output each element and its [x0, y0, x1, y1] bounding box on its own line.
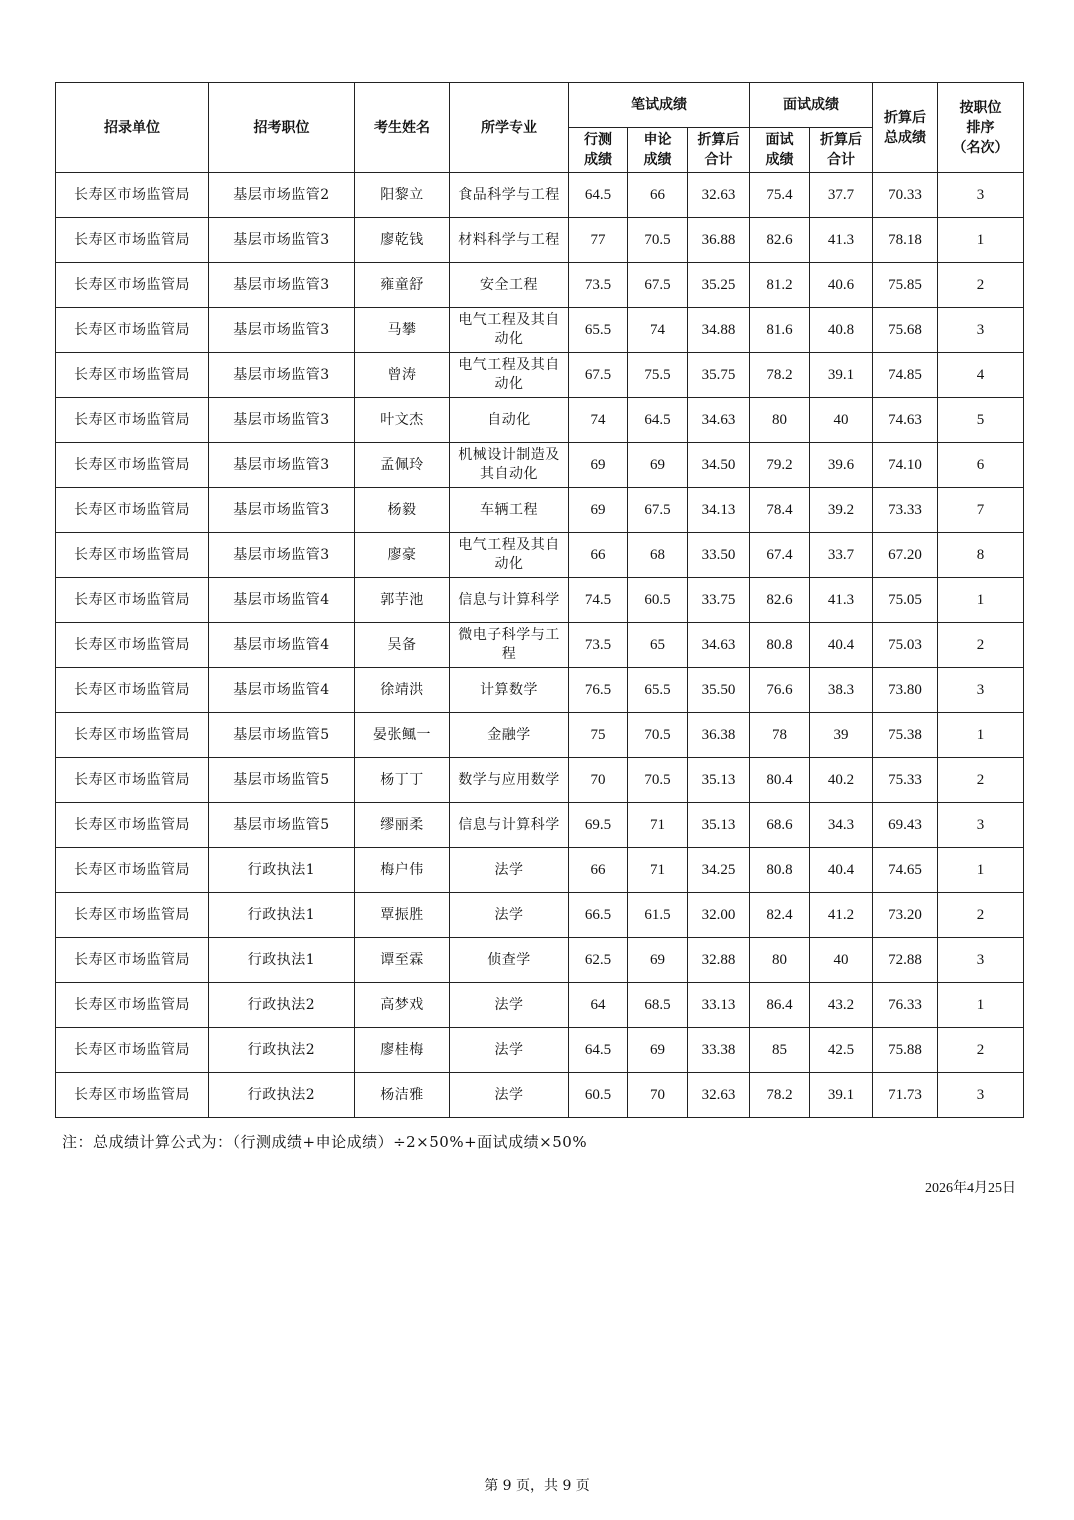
cell-written-xc: 64.5 [569, 173, 628, 218]
cell-written-xc: 69.5 [569, 803, 628, 848]
cell-interview-score: 79.2 [750, 443, 810, 488]
cell-name: 高梦戏 [355, 983, 450, 1028]
cell-name: 徐靖洪 [355, 668, 450, 713]
table-row [56, 1073, 1024, 1118]
cell-position: 基层市场监管3 [209, 443, 355, 488]
cell-written-sl: 71 [628, 803, 688, 848]
cell-interview-conv: 40.4 [810, 623, 873, 668]
header-interview-conv: 折算后 合计 [810, 128, 873, 173]
header-row-1 [56, 83, 1024, 128]
cell-written-xc: 65.5 [569, 308, 628, 353]
cell-major: 法学 [450, 848, 569, 893]
cell-written-total: 34.63 [688, 623, 750, 668]
table-row [56, 218, 1024, 263]
header-written-sl: 申论 成绩 [628, 128, 688, 173]
cell-name: 孟佩玲 [355, 443, 450, 488]
cell-name: 廖乾钱 [355, 218, 450, 263]
table-row [56, 938, 1024, 983]
cell-name: 梅户伟 [355, 848, 450, 893]
formula-note: 注：总成绩计算公式为：（行测成绩+申论成绩）÷2×50%+面试成绩×50% [62, 1133, 588, 1151]
cell-major: 侦查学 [450, 938, 569, 983]
table-row [56, 398, 1024, 443]
cell-unit: 长寿区市场监管局 [56, 398, 209, 443]
cell-total: 75.88 [873, 1028, 938, 1073]
header-total: 折算后 总成绩 [873, 83, 938, 173]
cell-name: 晏张鲺一 [355, 713, 450, 758]
cell-rank: 2 [938, 623, 1024, 668]
cell-position: 基层市场监管4 [209, 668, 355, 713]
cell-total: 75.38 [873, 713, 938, 758]
cell-written-sl: 68.5 [628, 983, 688, 1028]
cell-written-sl: 70.5 [628, 713, 688, 758]
cell-position: 基层市场监管3 [209, 263, 355, 308]
cell-rank: 3 [938, 1073, 1024, 1118]
cell-interview-conv: 39.6 [810, 443, 873, 488]
cell-total: 74.63 [873, 398, 938, 443]
cell-written-sl: 61.5 [628, 893, 688, 938]
cell-position: 基层市场监管5 [209, 803, 355, 848]
cell-unit: 长寿区市场监管局 [56, 353, 209, 398]
cell-name: 谭至霖 [355, 938, 450, 983]
cell-total: 71.73 [873, 1073, 938, 1118]
cell-name: 马攀 [355, 308, 450, 353]
cell-position: 行政执法1 [209, 848, 355, 893]
cell-written-xc: 66 [569, 848, 628, 893]
cell-rank: 3 [938, 308, 1024, 353]
cell-position: 基层市场监管3 [209, 218, 355, 263]
table-row [56, 1028, 1024, 1073]
header-position: 招考职位 [209, 83, 355, 173]
cell-major: 电气工程及其自动化 [450, 308, 569, 353]
cell-interview-conv: 39.1 [810, 353, 873, 398]
cell-written-xc: 74.5 [569, 578, 628, 623]
cell-major: 材料科学与工程 [450, 218, 569, 263]
cell-total: 72.88 [873, 938, 938, 983]
cell-interview-conv: 41.3 [810, 578, 873, 623]
cell-position: 行政执法2 [209, 1028, 355, 1073]
cell-name: 吴备 [355, 623, 450, 668]
table-row [56, 893, 1024, 938]
cell-unit: 长寿区市场监管局 [56, 308, 209, 353]
cell-name: 阳黎立 [355, 173, 450, 218]
cell-interview-score: 82.6 [750, 218, 810, 263]
cell-position: 行政执法1 [209, 938, 355, 983]
cell-unit: 长寿区市场监管局 [56, 938, 209, 983]
cell-written-total: 34.13 [688, 488, 750, 533]
table-row [56, 668, 1024, 713]
cell-interview-score: 78.4 [750, 488, 810, 533]
cell-written-total: 35.13 [688, 758, 750, 803]
cell-total: 78.18 [873, 218, 938, 263]
cell-position: 基层市场监管3 [209, 353, 355, 398]
table-row [56, 443, 1024, 488]
cell-major: 安全工程 [450, 263, 569, 308]
cell-interview-score: 85 [750, 1028, 810, 1073]
header-written-xc: 行测 成绩 [569, 128, 628, 173]
cell-rank: 5 [938, 398, 1024, 443]
cell-name: 廖桂梅 [355, 1028, 450, 1073]
cell-written-sl: 75.5 [628, 353, 688, 398]
cell-major: 法学 [450, 1073, 569, 1118]
cell-interview-score: 80.8 [750, 848, 810, 893]
cell-interview-conv: 34.3 [810, 803, 873, 848]
cell-interview-score: 80 [750, 938, 810, 983]
cell-written-xc: 73.5 [569, 263, 628, 308]
cell-rank: 3 [938, 173, 1024, 218]
cell-rank: 3 [938, 803, 1024, 848]
cell-rank: 2 [938, 263, 1024, 308]
cell-rank: 2 [938, 893, 1024, 938]
cell-written-total: 35.25 [688, 263, 750, 308]
cell-written-xc: 77 [569, 218, 628, 263]
cell-interview-conv: 33.7 [810, 533, 873, 578]
cell-written-total: 34.63 [688, 398, 750, 443]
cell-written-sl: 67.5 [628, 263, 688, 308]
cell-unit: 长寿区市场监管局 [56, 758, 209, 803]
cell-interview-conv: 37.7 [810, 173, 873, 218]
cell-rank: 3 [938, 938, 1024, 983]
cell-interview-conv: 43.2 [810, 983, 873, 1028]
table-row [56, 803, 1024, 848]
cell-rank: 2 [938, 758, 1024, 803]
cell-unit: 长寿区市场监管局 [56, 668, 209, 713]
cell-interview-score: 80.4 [750, 758, 810, 803]
cell-written-xc: 69 [569, 488, 628, 533]
cell-interview-conv: 40 [810, 938, 873, 983]
header-major: 所学专业 [450, 83, 569, 173]
cell-unit: 长寿区市场监管局 [56, 848, 209, 893]
cell-interview-score: 78.2 [750, 353, 810, 398]
cell-name: 曾涛 [355, 353, 450, 398]
header-name: 考生姓名 [355, 83, 450, 173]
cell-major: 电气工程及其自动化 [450, 533, 569, 578]
cell-written-sl: 69 [628, 1028, 688, 1073]
cell-interview-conv: 42.5 [810, 1028, 873, 1073]
cell-major: 自动化 [450, 398, 569, 443]
header-written-total: 折算后 合计 [688, 128, 750, 173]
cell-unit: 长寿区市场监管局 [56, 443, 209, 488]
cell-written-total: 35.75 [688, 353, 750, 398]
cell-major: 数学与应用数学 [450, 758, 569, 803]
cell-name: 廖豪 [355, 533, 450, 578]
cell-written-total: 32.63 [688, 1073, 750, 1118]
cell-written-sl: 60.5 [628, 578, 688, 623]
cell-written-xc: 64.5 [569, 1028, 628, 1073]
cell-total: 75.33 [873, 758, 938, 803]
cell-written-total: 32.00 [688, 893, 750, 938]
cell-total: 73.20 [873, 893, 938, 938]
table-body [56, 173, 1024, 1118]
cell-interview-conv: 41.3 [810, 218, 873, 263]
cell-rank: 7 [938, 488, 1024, 533]
cell-interview-score: 80 [750, 398, 810, 443]
cell-written-total: 33.38 [688, 1028, 750, 1073]
cell-position: 基层市场监管2 [209, 173, 355, 218]
cell-written-sl: 69 [628, 443, 688, 488]
cell-unit: 长寿区市场监管局 [56, 263, 209, 308]
cell-total: 75.85 [873, 263, 938, 308]
cell-written-total: 33.13 [688, 983, 750, 1028]
cell-written-xc: 70 [569, 758, 628, 803]
table-row [56, 983, 1024, 1028]
cell-total: 73.33 [873, 488, 938, 533]
cell-written-total: 36.38 [688, 713, 750, 758]
cell-major: 信息与计算科学 [450, 578, 569, 623]
cell-interview-score: 86.4 [750, 983, 810, 1028]
cell-written-total: 34.88 [688, 308, 750, 353]
cell-interview-conv: 40.8 [810, 308, 873, 353]
cell-total: 74.65 [873, 848, 938, 893]
table-row [56, 488, 1024, 533]
cell-major: 电气工程及其自动化 [450, 353, 569, 398]
cell-written-sl: 71 [628, 848, 688, 893]
cell-name: 杨洁雅 [355, 1073, 450, 1118]
cell-unit: 长寿区市场监管局 [56, 623, 209, 668]
table-row [56, 173, 1024, 218]
cell-name: 郭芋池 [355, 578, 450, 623]
cell-written-xc: 64 [569, 983, 628, 1028]
cell-position: 基层市场监管3 [209, 308, 355, 353]
cell-rank: 1 [938, 218, 1024, 263]
cell-written-total: 34.50 [688, 443, 750, 488]
cell-name: 缪丽柔 [355, 803, 450, 848]
cell-rank: 3 [938, 668, 1024, 713]
table-row [56, 713, 1024, 758]
cell-interview-score: 78.2 [750, 1073, 810, 1118]
table-row [56, 848, 1024, 893]
cell-interview-score: 78 [750, 713, 810, 758]
cell-written-total: 33.50 [688, 533, 750, 578]
cell-unit: 长寿区市场监管局 [56, 533, 209, 578]
cell-written-sl: 68 [628, 533, 688, 578]
cell-position: 基层市场监管4 [209, 623, 355, 668]
cell-written-xc: 67.5 [569, 353, 628, 398]
cell-rank: 4 [938, 353, 1024, 398]
cell-total: 67.20 [873, 533, 938, 578]
table-row [56, 533, 1024, 578]
cell-name: 雍童舒 [355, 263, 450, 308]
cell-interview-conv: 39.2 [810, 488, 873, 533]
table-row [56, 308, 1024, 353]
cell-interview-conv: 40.6 [810, 263, 873, 308]
cell-interview-score: 76.6 [750, 668, 810, 713]
cell-written-total: 32.63 [688, 173, 750, 218]
cell-unit: 长寿区市场监管局 [56, 713, 209, 758]
cell-position: 行政执法2 [209, 983, 355, 1028]
cell-written-sl: 66 [628, 173, 688, 218]
cell-interview-score: 67.4 [750, 533, 810, 578]
cell-written-xc: 73.5 [569, 623, 628, 668]
cell-position: 行政执法2 [209, 1073, 355, 1118]
header-rank: 按职位 排序 （名次） [938, 83, 1024, 173]
table-row [56, 263, 1024, 308]
cell-unit: 长寿区市场监管局 [56, 803, 209, 848]
cell-total: 75.03 [873, 623, 938, 668]
cell-written-sl: 70.5 [628, 758, 688, 803]
cell-rank: 2 [938, 1028, 1024, 1073]
cell-rank: 6 [938, 443, 1024, 488]
cell-total: 73.80 [873, 668, 938, 713]
cell-total: 70.33 [873, 173, 938, 218]
cell-interview-score: 82.6 [750, 578, 810, 623]
cell-interview-conv: 39.1 [810, 1073, 873, 1118]
cell-unit: 长寿区市场监管局 [56, 488, 209, 533]
cell-interview-score: 81.2 [750, 263, 810, 308]
cell-interview-conv: 40 [810, 398, 873, 443]
cell-total: 75.05 [873, 578, 938, 623]
header-written: 笔试成绩 [569, 83, 750, 128]
cell-total: 74.85 [873, 353, 938, 398]
cell-written-total: 36.88 [688, 218, 750, 263]
cell-written-total: 33.75 [688, 578, 750, 623]
cell-written-sl: 65 [628, 623, 688, 668]
cell-position: 基层市场监管3 [209, 533, 355, 578]
header-interview-score: 面试 成绩 [750, 128, 810, 173]
cell-major: 法学 [450, 1028, 569, 1073]
cell-interview-score: 68.6 [750, 803, 810, 848]
cell-name: 杨丁丁 [355, 758, 450, 803]
cell-interview-conv: 38.3 [810, 668, 873, 713]
cell-interview-conv: 41.2 [810, 893, 873, 938]
cell-rank: 1 [938, 713, 1024, 758]
header-unit: 招录单位 [56, 83, 209, 173]
cell-major: 食品科学与工程 [450, 173, 569, 218]
cell-interview-score: 81.6 [750, 308, 810, 353]
cell-name: 覃振胜 [355, 893, 450, 938]
cell-position: 基层市场监管5 [209, 713, 355, 758]
cell-total: 69.43 [873, 803, 938, 848]
cell-unit: 长寿区市场监管局 [56, 893, 209, 938]
cell-major: 计算数学 [450, 668, 569, 713]
cell-written-xc: 66 [569, 533, 628, 578]
cell-rank: 1 [938, 848, 1024, 893]
cell-total: 74.10 [873, 443, 938, 488]
cell-total: 75.68 [873, 308, 938, 353]
cell-position: 基层市场监管3 [209, 488, 355, 533]
cell-written-sl: 64.5 [628, 398, 688, 443]
cell-rank: 1 [938, 578, 1024, 623]
cell-written-sl: 70 [628, 1073, 688, 1118]
cell-written-xc: 74 [569, 398, 628, 443]
cell-major: 信息与计算科学 [450, 803, 569, 848]
cell-major: 法学 [450, 893, 569, 938]
table-row [56, 758, 1024, 803]
cell-written-sl: 74 [628, 308, 688, 353]
cell-interview-conv: 39 [810, 713, 873, 758]
header-interview: 面试成绩 [750, 83, 873, 128]
cell-written-sl: 70.5 [628, 218, 688, 263]
cell-unit: 长寿区市场监管局 [56, 173, 209, 218]
cell-unit: 长寿区市场监管局 [56, 1028, 209, 1073]
cell-position: 行政执法1 [209, 893, 355, 938]
cell-written-sl: 65.5 [628, 668, 688, 713]
cell-interview-conv: 40.4 [810, 848, 873, 893]
cell-major: 机械设计制造及其自动化 [450, 443, 569, 488]
cell-total: 76.33 [873, 983, 938, 1028]
cell-unit: 长寿区市场监管局 [56, 578, 209, 623]
cell-written-sl: 69 [628, 938, 688, 983]
page-footer: 第 9 页，共 9 页 [484, 1478, 590, 1494]
cell-rank: 8 [938, 533, 1024, 578]
cell-written-xc: 66.5 [569, 893, 628, 938]
cell-written-sl: 67.5 [628, 488, 688, 533]
cell-written-total: 35.13 [688, 803, 750, 848]
cell-interview-conv: 40.2 [810, 758, 873, 803]
cell-rank: 1 [938, 983, 1024, 1028]
table-row [56, 353, 1024, 398]
cell-name: 杨毅 [355, 488, 450, 533]
cell-unit: 长寿区市场监管局 [56, 1073, 209, 1118]
cell-written-xc: 76.5 [569, 668, 628, 713]
cell-interview-score: 75.4 [750, 173, 810, 218]
cell-position: 基层市场监管5 [209, 758, 355, 803]
cell-written-total: 35.50 [688, 668, 750, 713]
cell-written-xc: 62.5 [569, 938, 628, 983]
cell-major: 金融学 [450, 713, 569, 758]
cell-major: 微电子科学与工程 [450, 623, 569, 668]
document-date: 2026年4月25日 [925, 1181, 1016, 1196]
cell-name: 叶文杰 [355, 398, 450, 443]
cell-position: 基层市场监管4 [209, 578, 355, 623]
table-row [56, 578, 1024, 623]
cell-interview-score: 82.4 [750, 893, 810, 938]
cell-major: 法学 [450, 983, 569, 1028]
cell-written-xc: 60.5 [569, 1073, 628, 1118]
table-row [56, 623, 1024, 668]
cell-written-xc: 75 [569, 713, 628, 758]
cell-unit: 长寿区市场监管局 [56, 983, 209, 1028]
cell-written-total: 32.88 [688, 938, 750, 983]
cell-unit: 长寿区市场监管局 [56, 218, 209, 263]
cell-interview-score: 80.8 [750, 623, 810, 668]
cell-major: 车辆工程 [450, 488, 569, 533]
cell-position: 基层市场监管3 [209, 398, 355, 443]
score-table [55, 82, 1024, 1118]
cell-written-total: 34.25 [688, 848, 750, 893]
cell-written-xc: 69 [569, 443, 628, 488]
